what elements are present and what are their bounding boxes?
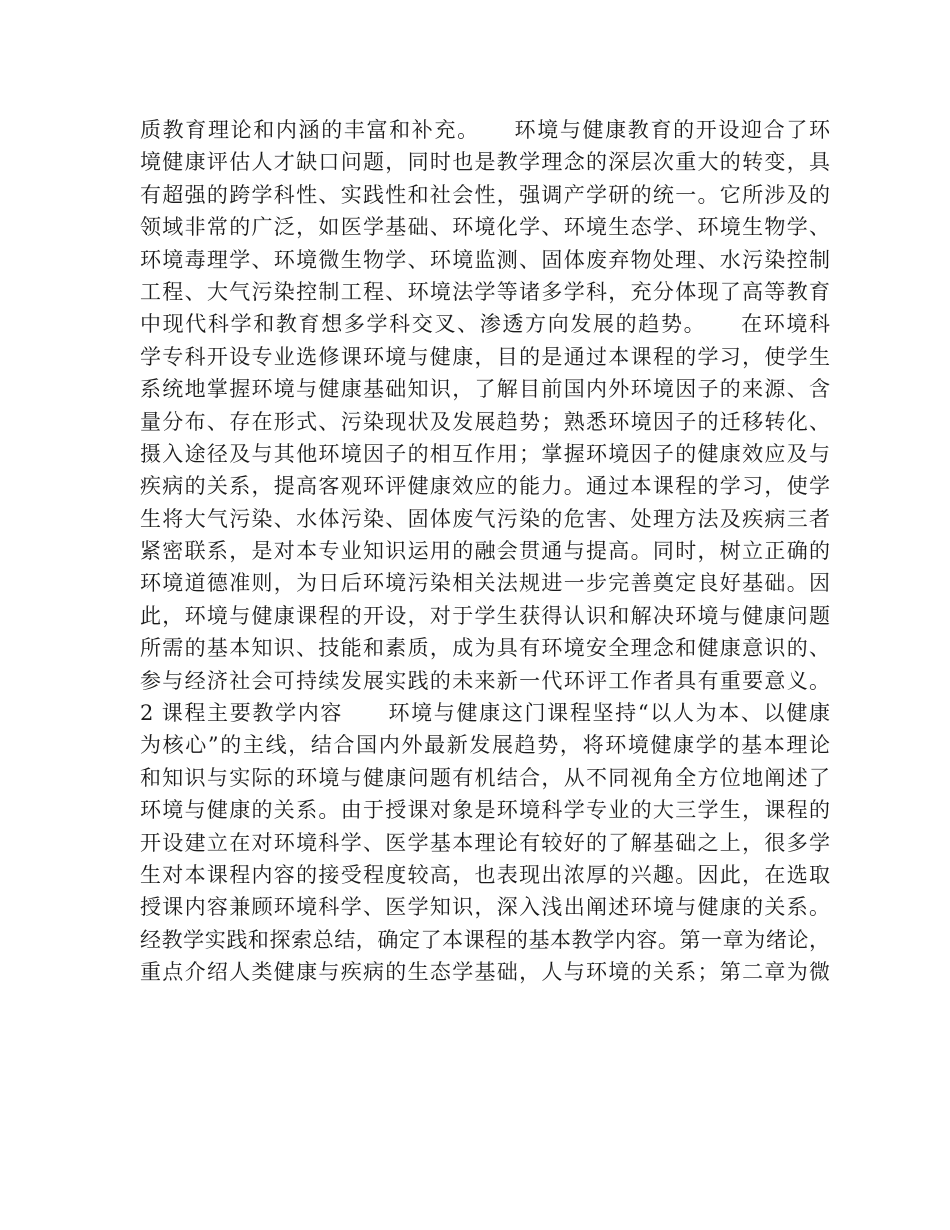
document-page xyxy=(140,114,830,989)
body-text xyxy=(140,114,830,989)
text-line: 环境与健康的关系。由于授课对象是环境科学专业的大三学生，课程的 xyxy=(140,798,830,823)
text-line: 领域非常的广泛，如医学基础、环境化学、环境生态学、环境生物学、 xyxy=(140,215,830,240)
text-line: 2 课程主要教学内容 环境与健康这门课程坚持“以人为本、以健康 xyxy=(140,701,830,726)
text-line: 开设建立在对环境科学、医学基本理论有较好的了解基础之上，很多学 xyxy=(140,830,830,855)
text-line: 此，环境与健康课程的开设，对于学生获得认识和解决环境与健康问题 xyxy=(140,603,830,628)
text-line: 生对本课程内容的接受程度较高，也表现出浓厚的兴趣。因此，在选取 xyxy=(140,862,830,887)
text-line: 参与经济社会可持续发展实践的未来新一代环评工作者具有重要意义。 xyxy=(140,668,830,693)
text-line: 摄入途径及与其他环境因子的相互作用；掌握环境因子的健康效应及与 xyxy=(140,441,830,466)
text-line: 系统地掌握环境与健康基础知识，了解目前国内外环境因子的来源、含 xyxy=(140,377,830,402)
text-line: 有超强的跨学科性、实践性和社会性，强调产学研的统一。它所涉及的 xyxy=(140,182,830,207)
text-line: 境健康评估人才缺口问题，同时也是教学理念的深层次重大的转变，具 xyxy=(140,150,830,175)
text-line: 工程、大气污染控制工程、环境法学等诸多学科，充分体现了高等教育 xyxy=(140,279,830,304)
text-line: 所需的基本知识、技能和素质，成为具有环境安全理念和健康意识的、 xyxy=(140,636,830,661)
text-line: 环境道德准则，为日后环境污染相关法规进一步完善奠定良好基础。因 xyxy=(140,571,830,596)
text-line: 授课内容兼顾环境科学、医学知识，深入浅出阐述环境与健康的关系。 xyxy=(140,895,830,920)
text-line: 中现代科学和教育想多学科交叉、渗透方向发展的趋势。 在环境科 xyxy=(140,312,830,337)
text-line: 为核心”的主线，结合国内外最新发展趋势，将环境健康学的基本理论 xyxy=(140,733,830,758)
text-line: 经教学实践和探索总结，确定了本课程的基本教学内容。第一章为绪论， xyxy=(140,927,830,952)
text-line: 环境毒理学、环境微生物学、环境监测、固体废弃物处理、水污染控制 xyxy=(140,247,830,272)
text-line: 重点介绍人类健康与疾病的生态学基础，人与环境的关系；第二章为微 xyxy=(140,960,830,985)
text-line: 质教育理论和内涵的丰富和补充。 环境与健康教育的开设迎合了环 xyxy=(140,118,830,142)
text-line: 学专科开设专业选修课环境与健康，目的是通过本课程的学习，使学生 xyxy=(140,344,830,369)
text-line: 量分布、存在形式、污染现状及发展趋势；熟悉环境因子的迁移转化、 xyxy=(140,409,830,434)
text-line: 紧密联系，是对本专业知识运用的融会贯通与提高。同时，树立正确的 xyxy=(140,539,830,564)
text-line: 疾病的关系，提高客观环评健康效应的能力。通过本课程的学习，使学 xyxy=(140,474,830,499)
text-line: 和知识与实际的环境与健康问题有机结合，从不同视角全方位地阐述了 xyxy=(140,765,830,790)
text-line: 生将大气污染、水体污染、固体废气污染的危害、处理方法及疾病三者 xyxy=(140,506,830,531)
